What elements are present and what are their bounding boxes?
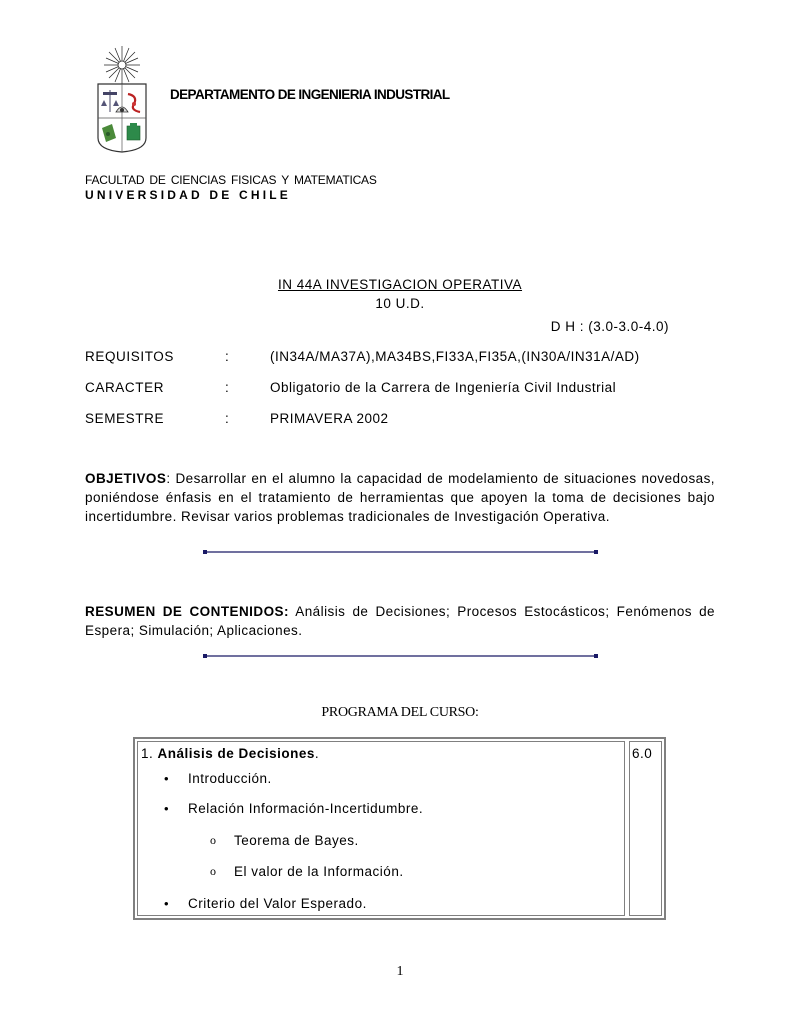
list-item: Introducción.: [188, 771, 272, 786]
program-section-cell: [137, 741, 625, 916]
sub-bullet-icon: o: [210, 864, 216, 878]
summary-text: Análisis de Decisiones; Procesos Estocásticos; Fenómenos de Espera; Simulación; Aplicaciones.: [85, 604, 715, 638]
program-table: [133, 737, 666, 920]
course-units: 10 U.D.: [375, 296, 425, 311]
university-crest-logo: [94, 44, 150, 156]
bullet-icon: •: [164, 896, 169, 911]
requisitos-label: REQUISITOS: [85, 349, 175, 364]
course-dh: D H : (3.0-3.0-4.0): [550, 319, 669, 334]
list-item: Criterio del Valor Esperado.: [188, 896, 367, 911]
faculty-name: FACULTAD DE CIENCIAS FISICAS Y MATEMATICAS: [85, 173, 377, 187]
divider-line: [203, 548, 598, 556]
section-title: Análisis de Decisiones: [157, 746, 315, 761]
bullet-icon: •: [164, 771, 169, 786]
sub-list-item: Teorema de Bayes.: [234, 833, 359, 848]
objectives-label: OBJETIVOS: [85, 471, 167, 486]
sub-bullet-icon: o: [210, 833, 216, 847]
caracter-label: CARACTER: [85, 380, 165, 395]
semestre-value: PRIMAVERA 2002: [270, 411, 389, 426]
objectives-text: : Desarrollar en el alumno la capacidad de modelamiento de situaciones novedosas, poniéndose énfasis en el tratamiento de herramientas que apoyen la toma de decisiones bajo incertidumbre. Revisar varios problemas tradicionales de Investigación Operativa.: [85, 471, 715, 524]
summary-label: RESUMEN DE CONTENIDOS:: [85, 604, 289, 619]
requisitos-colon: :: [225, 349, 229, 364]
caracter-colon: :: [225, 380, 229, 395]
section-hours: 6.0: [632, 746, 653, 761]
summary-paragraph: [85, 602, 715, 640]
bullet-icon: •: [164, 801, 169, 816]
department-name: DEPARTAMENTO DE INGENIERIA INDUSTRIAL: [170, 87, 450, 102]
hours-cell: [629, 741, 662, 916]
sub-list-item: El valor de la Información.: [234, 864, 404, 879]
caracter-value: Obligatorio de la Carrera de Ingeniería Civil Industrial: [270, 380, 617, 395]
divider-line: [203, 652, 598, 660]
page-number: 1: [396, 964, 404, 979]
objectives-paragraph: [85, 469, 715, 526]
university-name: UNIVERSIDAD DE CHILE: [85, 188, 292, 202]
semestre-colon: :: [225, 411, 229, 426]
course-title: IN 44A INVESTIGACION OPERATIVA: [277, 277, 523, 292]
program-heading: PROGRAMA DEL CURSO:: [321, 705, 479, 720]
semestre-label: SEMESTRE: [85, 411, 165, 426]
requisitos-value: (IN34A/MA37A),MA34BS,FI33A,FI35A,(IN30A/IN31A/AD): [270, 349, 640, 364]
section-heading: 1. Análisis de Decisiones.: [141, 746, 320, 761]
list-item: Relación Información-Incertidumbre.: [188, 801, 424, 816]
